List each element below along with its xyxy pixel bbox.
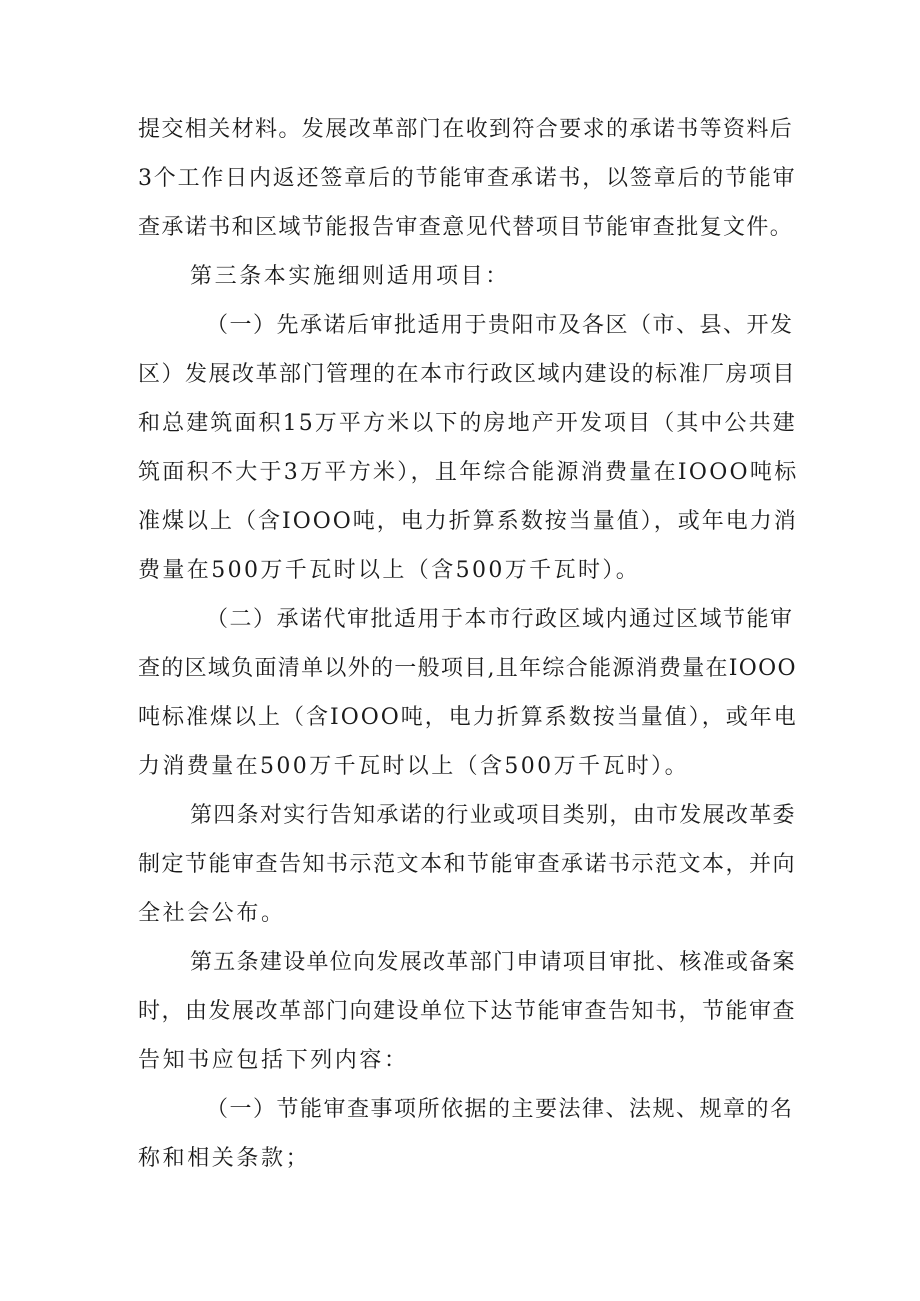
text-line: （一）节能审查事项所依据的主要法律、法规、规章的名 <box>206 1097 794 1122</box>
text-line: 吨标准煤以上（含IOOO吨，电力折算系数按当量值），或年电 <box>138 705 798 730</box>
text-line: 3个工作日内返还签章后的节能审查承诺书，以签章后的节能审 <box>138 166 797 191</box>
text-line: 查的区域负面清单以外的一般项目,且年综合能源消费量在IOOO <box>138 656 797 681</box>
text-line: 提交相关材料。发展改革部门在收到符合要求的承诺书等资料后 <box>138 117 794 142</box>
text-line: 费量在500万千瓦时以上（含500万千瓦时）。 <box>138 558 641 583</box>
text-line: 区）发展改革部门管理的在本市行政区域内建设的标准厂房项目 <box>138 362 797 387</box>
text-line: 力消费量在500万千瓦时以上（含500万千瓦时）。 <box>138 754 689 779</box>
text-line: （一）先承诺后审批适用于贵阳市及各区（市、县、开发 <box>206 313 794 338</box>
text-line: 称和相关条款； <box>138 1146 311 1171</box>
text-line: 告知书应包括下列内容： <box>138 1048 409 1073</box>
text-line: 查承诺书和区域节能报告审查意见代替项目节能审查批复文件。 <box>138 215 794 240</box>
text-line: 第四条对实行告知承诺的行业或项目类别，由市发展改革委 <box>190 803 796 828</box>
article-heading: 第三条本实施细则适用项目： <box>190 264 510 289</box>
text-line: 时，由发展改革部门向建设单位下达节能审查告知书，节能审查 <box>138 999 797 1024</box>
text-line: 全社会公布。 <box>138 901 286 926</box>
text-line: 第五条建设单位向发展改革部门申请项目审批、核准或备案 <box>190 950 796 975</box>
text-line: 筑面积不大于3万平方米），且年综合能源消费量在IOOO吨标 <box>138 460 799 485</box>
text-line: （二）承诺代审批适用于本市行政区域内通过区域节能审 <box>206 607 794 632</box>
text-line: 准煤以上（含IOOO吨，电力折算系数按当量值），或年电力消 <box>138 509 798 534</box>
text-line: 和总建筑面积15万平方米以下的房地产开发项目（其中公共建 <box>138 411 797 436</box>
text-line: 制定节能审查告知书示范文本和节能审查承诺书示范文本，并向 <box>138 852 797 877</box>
